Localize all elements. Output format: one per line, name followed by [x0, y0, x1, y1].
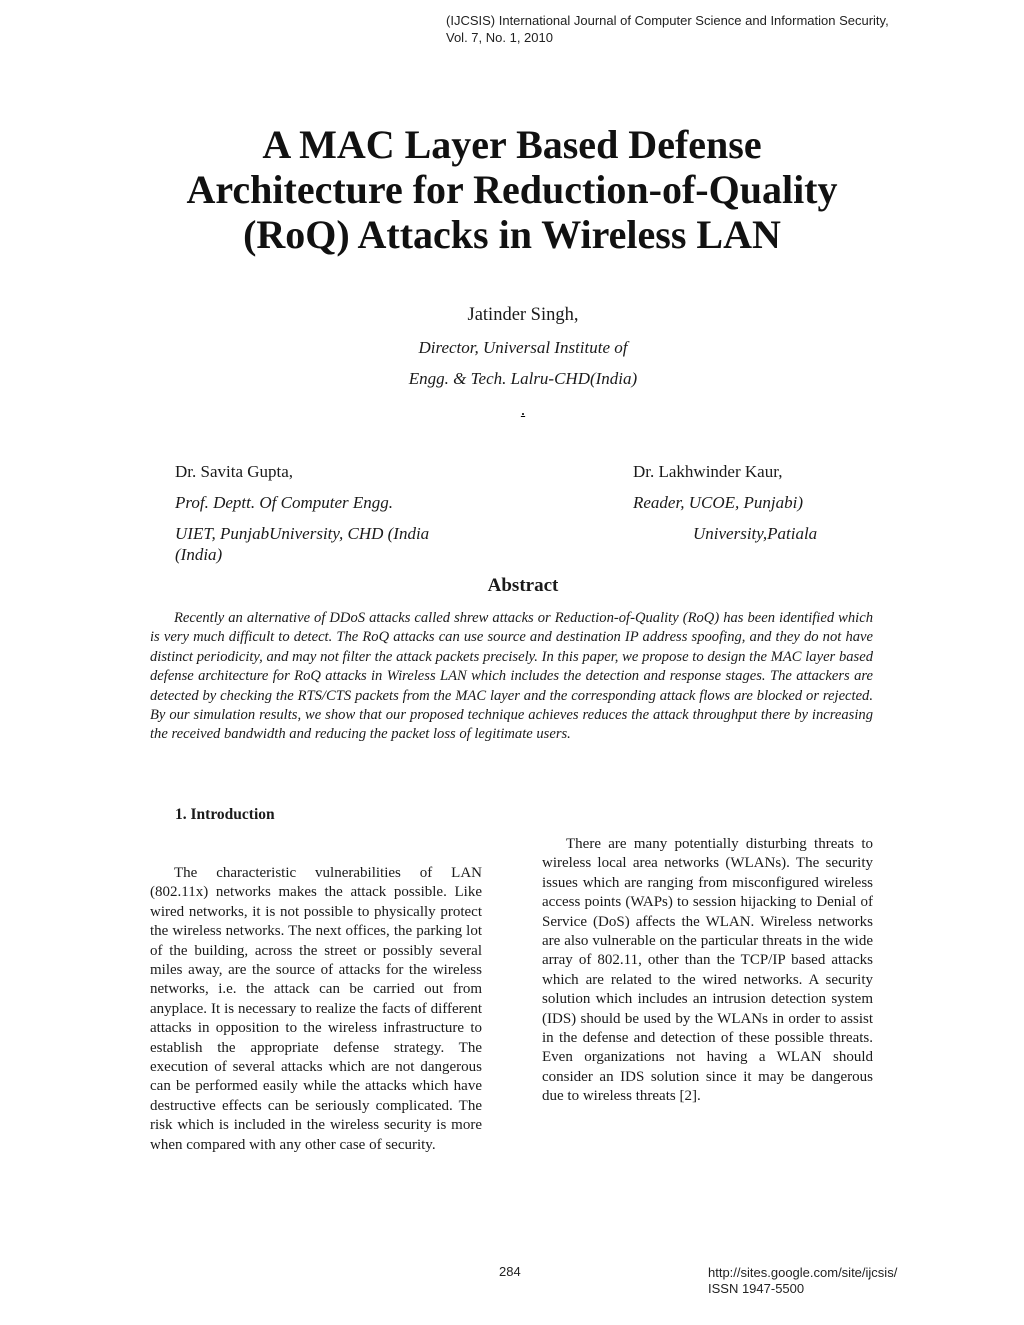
title-line-3: (RoQ) Attacks in Wireless LAN — [243, 212, 781, 257]
abstract-text: Recently an alternative of DDoS attacks called shrew attacks or Reduction-of-Quality (RoQ) has been identified which is very much difficult to detect. The RoQ attacks can use source and destination IP address spoofing, and they do not have distinct periodicity, and may not filter the attack packets precisely. In this paper, we propose to design the MAC layer based defense architecture for RoQ attacks in Wireless LAN which includes the detection and response stages. The attackers are detected by checking the RTS/CTS packets from the MAC layer and the corresponding attack flows are blocked or rejected. By our simulation results, we show that our proposed technique achieves reduces the attack throughput there by increasing the received bandwidth and reducing the packet loss of legitimate users. — [150, 610, 873, 743]
intro-paragraph-1: The characteristic vulnerabilities of LAN (802.11x) networks makes the attack possible. Like wired networks, it is not possible to physically protect the wireless networks. The next offices, the parking lot of the building, across the street or possibly several miles away, are the source of attacks for the wireless networks, i.e. the attack can be carried out from anyplace. It is necessary to realize the facts of different attacks in opposition to the wireless infrastructure to establish the appropriate defense strategy. The execution of several attacks which are not dangerous can be performed easily while the attacks which have destructive effects can be seriously complicated. The risk which is included in the wireless security is more when compared with any other case of security. — [150, 865, 482, 1153]
journal-volume: Vol. 7, No. 1, 2010 — [446, 30, 553, 45]
author3-affiliation-2: University,Patiala — [693, 524, 818, 543]
author1-affiliation-1: Director, Universal Institute of — [418, 338, 628, 357]
intro-column-right — [542, 835, 873, 1107]
running-header — [446, 12, 889, 46]
page-number: 284 — [499, 1264, 521, 1279]
title-line-2: Architecture for Reduction-of-Quality — [186, 167, 838, 212]
author2-affiliation-3: (India) — [175, 545, 223, 564]
author2-affiliation-1: Prof. Deptt. Of Computer Engg. — [175, 493, 393, 512]
author1-email-mark: . — [520, 400, 526, 419]
abstract-body — [150, 609, 873, 745]
author3-affiliation-1: Reader, UCOE, Punjabi) — [633, 493, 803, 512]
intro-paragraph-2: There are many potentially disturbing threats to wireless local area networks (WLANs). The security issues which are ranging from misconfigured wireless access points (WAPs) to session hijacking to Denial of Service (DoS) affects the WLAN. Wireless networks are also vulnerable on the particular threats in the wide array of 802.11, other than the TCP/IP based attacks which are related to the wired networks. A security solution which includes an intrusion detection system (IDS) should be used by the WLANs in order to assist in the defense and detection of these possible threats. Even organizations not having a WLAN should consider an IDS solution since it may be dangerous due to wireless threats [2]. — [542, 836, 873, 1105]
abstract-heading: Abstract — [487, 575, 559, 596]
author2-name: Dr. Savita Gupta, — [175, 462, 294, 481]
author3-name: Dr. Lakhwinder Kaur, — [633, 462, 783, 481]
journal-url: http://sites.google.com/site/ijcsis/ — [708, 1265, 898, 1280]
author2-affiliation-2: UIET, PunjabUniversity, CHD (India — [175, 524, 430, 543]
author1-name: Jatinder Singh, — [467, 305, 579, 325]
title-line-1: A MAC Layer Based Defense — [262, 122, 762, 167]
author1-affiliation-2: Engg. & Tech. Lalru-CHD(India) — [408, 369, 638, 388]
section-heading-introduction: 1. Introduction — [175, 806, 275, 823]
issn: ISSN 1947-5500 — [708, 1281, 805, 1296]
intro-column-left — [150, 864, 482, 1155]
journal-name: (IJCSIS) International Journal of Computer Science and Information Security, — [446, 13, 889, 28]
paper-title — [0, 122, 1024, 257]
